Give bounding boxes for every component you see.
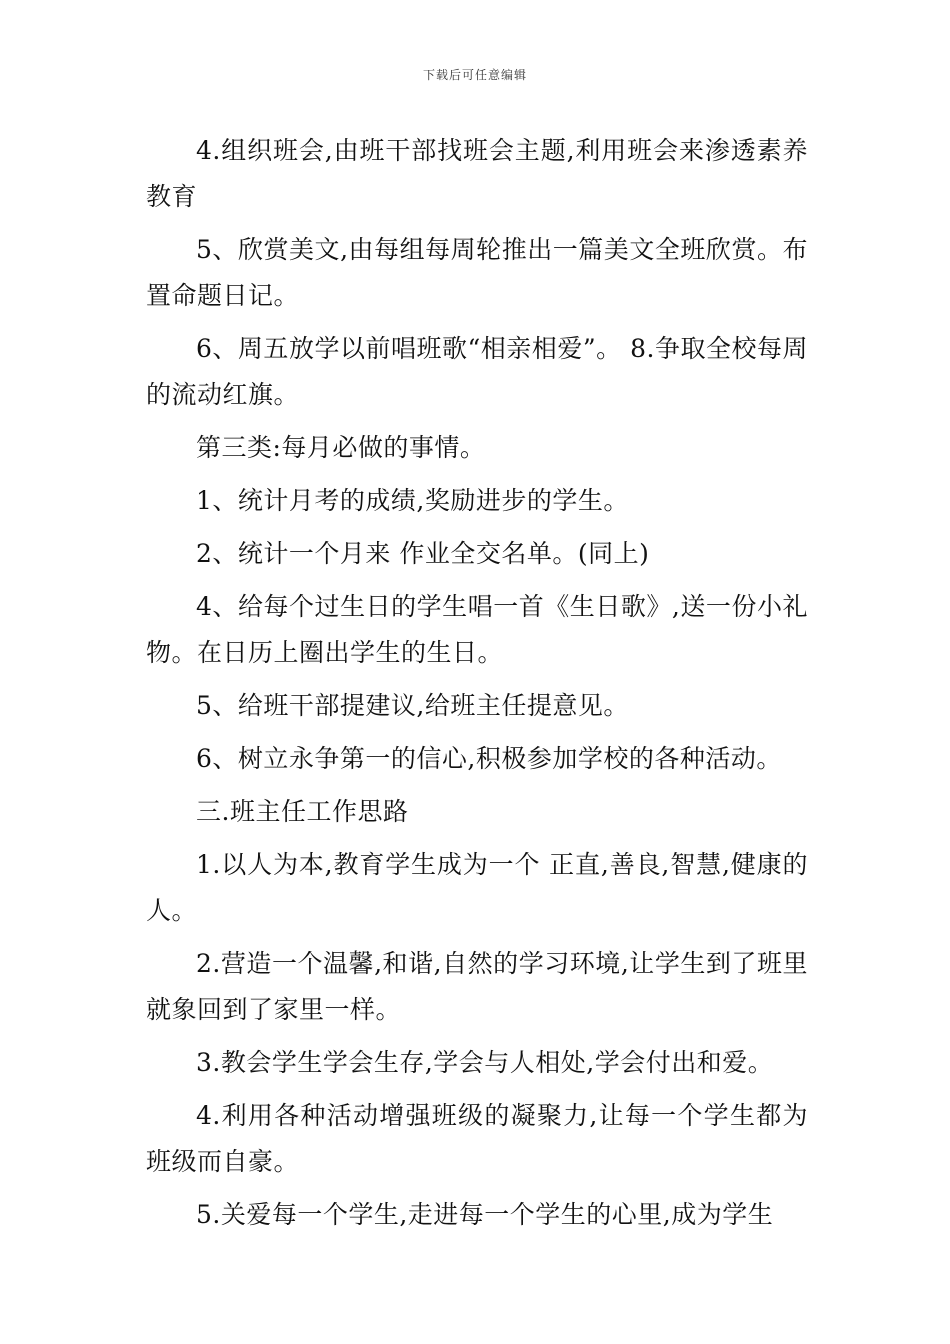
paragraph-7: 4、给每个过生日的学生唱一首《生日歌》,送一份小礼物。在日历上圈出学生的生日。 [146, 592, 808, 667]
paragraph-12: 2.营造一个温馨,和谐,自然的学习环境,让学生到了班里就象回到了家里一样。 [146, 949, 808, 1024]
paragraph-14: 4.利用各种活动增强班级的凝聚力,让每一个学生都为班级而自豪。 [146, 1101, 808, 1176]
paragraph-5: 1、统计月考的成绩,奖励进步的学生。 [196, 486, 629, 515]
paragraph-2: 5、欣赏美文,由每组每周轮推出一篇美文全班欣赏。布置命题日记。 [146, 235, 808, 310]
section-heading: 三.班主任工作思路 [196, 797, 409, 826]
header-note: 下载后可任意编辑 [422, 68, 527, 82]
paragraph-3: 6、周五放学以前唱班歌“相亲相爱”。 8.争取全校每周的流动红旗。 [146, 334, 808, 409]
paragraph-11: 1.以人为本,教育学生成为一个 正直,善良,智慧,健康的人。 [146, 850, 808, 925]
paragraph-4: 第三类:每月必做的事情。 [196, 433, 486, 462]
paragraph-1: 4.组织班会,由班干部找班会主题,利用班会来渗透素养教育 [146, 136, 808, 211]
paragraph-8: 5、给班干部提建议,给班主任提意见。 [196, 691, 629, 720]
document-body [146, 128, 808, 1245]
paragraph-9: 6、树立永争第一的信心,积极参加学校的各种活动。 [196, 744, 782, 773]
paragraph-6: 2、统计一个月来 作业全交名单。(同上) [196, 539, 650, 568]
paragraph-13: 3.教会学生学会生存,学会与人相处,学会付出和爱。 [196, 1048, 774, 1077]
paragraph-15: 5.关爱每一个学生,走进每一个学生的心里,成为学生 [196, 1200, 774, 1229]
